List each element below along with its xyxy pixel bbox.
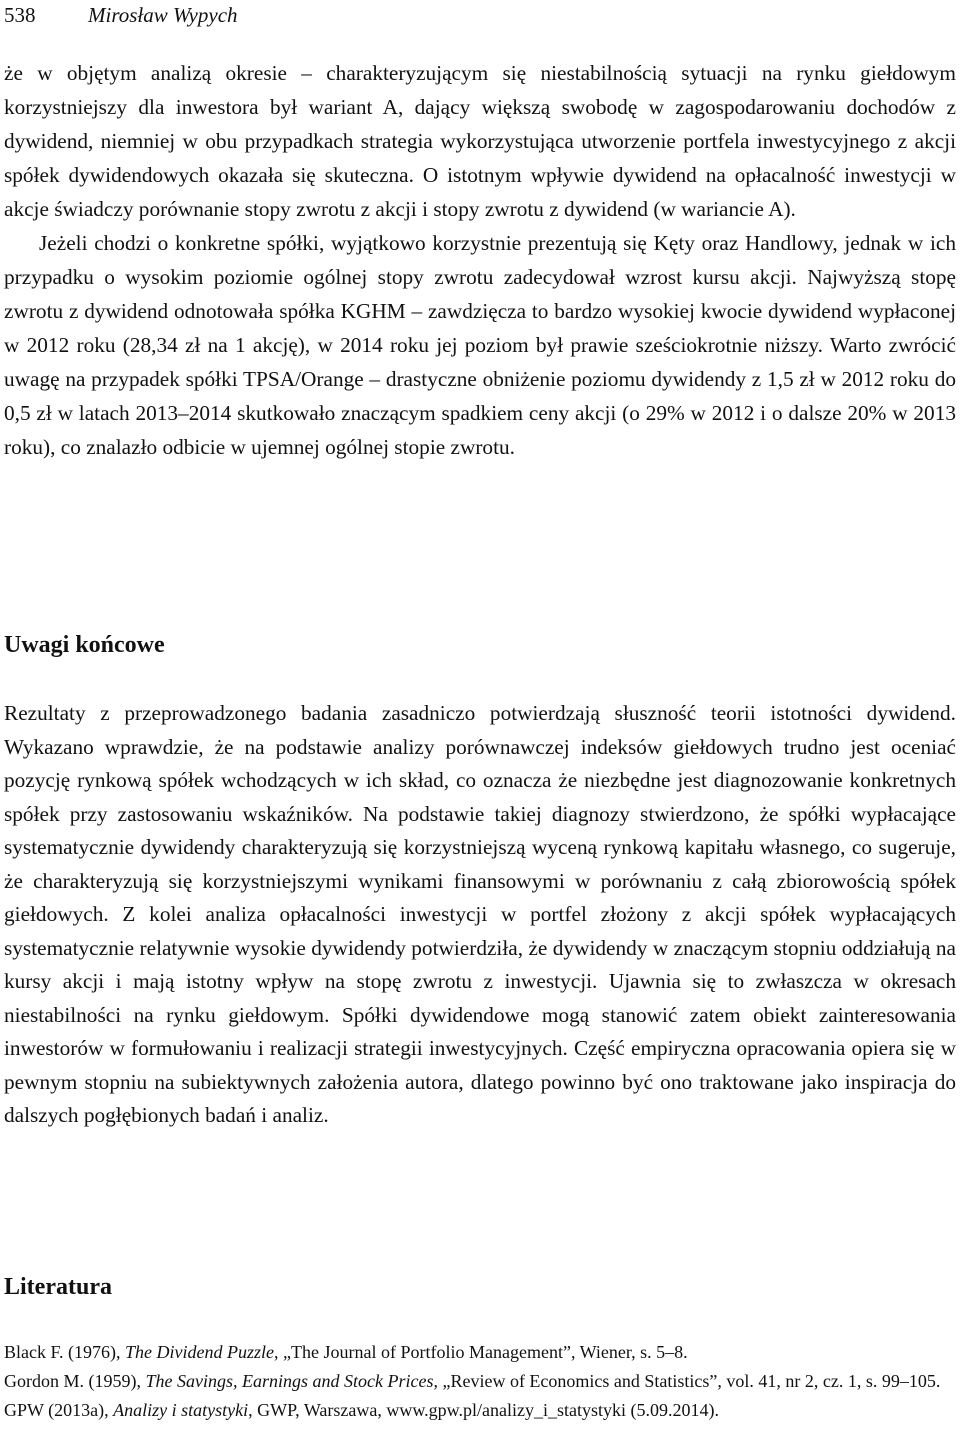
reference-list <box>4 1338 956 1425</box>
reference-author: Black F. (1976), <box>4 1342 126 1362</box>
uwagi-text <box>4 697 956 1133</box>
reference-details: , GWP, Warszawa, www.gpw.pl/analizy_i_statystyki (5.09.2014). <box>248 1400 719 1420</box>
reference-title: The Savings, Earnings and Stock Prices <box>145 1371 434 1391</box>
paragraph-1: że w objętym analizą okresie – charakteryzującym się niestabilnością sytuacji na rynku giełdowym korzystniejszy dla inwestora był wariant A, dający większą swobodę w zagospodarowaniu dochodów z dywidend, niemniej w obu przypadkach strategia wykorzystująca utworzenie portfela inwestycyjnego z akcji spółek dywidendowych okazała się skuteczna. O istotnym wpływie dywidend na opłacalność inwestycji w akcje świadczy porównanie stopy zwrotu z akcji i stopy zwrotu z dywidend (w wariancie A). <box>4 61 956 221</box>
reference-item <box>4 1367 956 1396</box>
section-heading-uwagi: Uwagi końcowe <box>4 632 165 658</box>
uwagi-paragraph: Rezultaty z przeprowadzonego badania zasadniczo potwierdzają słuszność teorii istotności dywidend. Wykazano wprawdzie, że na podstawie analizy porównawczej indeksów giełdowych trudno jest oceniać pozycję rynkową spółek wchodzących w ich skład, co oznacza że niezbędne jest diagnozowanie konkretnych spółek przy zastosowaniu wskaźników. Na podstawie takiej diagnozy stwierdzono, że spółki wypłacające systematycznie dywidendy charakteryzują się korzystniejszą wyceną rynkową kapitału własnego, co sugeruje, że charakteryzują się korzystniejszymi wynikami finansowymi w porównaniu z całą zbiorowością spółek giełdowych. Z kolei analiza opłacalności inwestycji w portfel złożony z akcji spółek wypłacających systematycznie relatywnie wysokie dywidendy potwierdziła, że dywidendy w znaczącym stopniu oddziałują na kursy akcji i mają istotny wpływ na stopę zwrotu z inwestycji. Ujawnia się to zwłaszcza w okresach niestabilności na rynku giełdowym. Spółki dywidendowe mogą stanowić zatem obiekt zainteresowania inwestorów w formułowaniu i realizacji strategii inwestycyjnych. Część empiryczna opracowania opiera się w pewnym stopniu na subiektywnych założenia autora, dlatego powinno być ono traktowane jako inspiracja do dalszych pogłębionych badań i analiz. <box>4 701 956 1127</box>
reference-item <box>4 1396 956 1425</box>
reference-author: Gordon M. (1959), <box>4 1371 146 1391</box>
page-number: 538 <box>4 3 36 27</box>
reference-title: Analizy i statystyki <box>113 1400 249 1420</box>
body-text <box>4 56 956 464</box>
reference-details: , „Review of Economics and Statistics”, vol. 41, nr 2, cz. 1, s. 99–105. <box>433 1371 941 1391</box>
section-heading-literatura: Literatura <box>4 1274 112 1300</box>
reference-title: The Dividend Puzzle <box>125 1342 275 1362</box>
running-header <box>4 2 238 28</box>
paragraph-2: Jeżeli chodzi o konkretne spółki, wyjątkowo korzystnie prezentują się Kęty oraz Handlowy, jednak w ich przypadku o wysokim poziomie ogólnej stopy zwrotu zadecydował wzrost kursu akcji. Najwyższą stopę zwrotu z dywidend odnotowała spółka KGHM – zawdzięcza to bardzo wysokiej kwocie dywidend wypłaconej w 2012 roku (28,34 zł na 1 akcję), w 2014 roku jej poziom był prawie sześciokrotnie niższy. Warto zwrócić uwagę na przypadek spółki TPSA/Orange – drastyczne obniżenie poziomu dywidendy z 1,5 zł w 2012 roku do 0,5 zł w latach 2013–2014 skutkowało znaczącym spadkiem ceny akcji (o 29% w 2012 i o dalsze 20% w 2013 roku), co znalazło odbicie w ujemnej ogólnej stopie zwrotu. <box>4 231 956 459</box>
reference-author: GPW (2013a), <box>4 1400 114 1420</box>
reference-details: , „The Journal of Portfolio Management”, Wiener, s. 5–8. <box>274 1342 688 1362</box>
reference-item <box>4 1338 956 1367</box>
running-author: Mirosław Wypych <box>88 3 238 27</box>
